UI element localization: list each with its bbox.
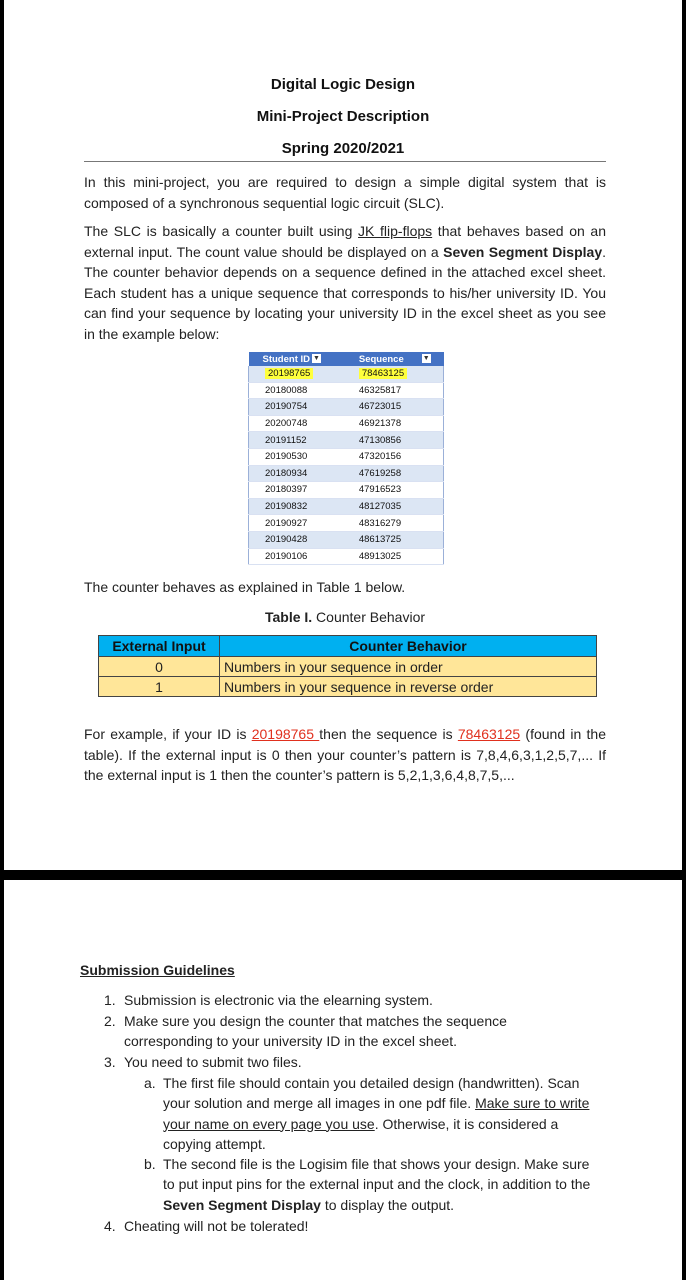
table-row	[249, 531, 444, 548]
intro-text-a: The SLC is basically a counter built using	[84, 223, 359, 239]
counter-behavior-table	[98, 635, 597, 697]
seven-segment-bold: Seven Segment Display	[443, 243, 603, 260]
sequence-cell[interactable]: 46921378	[331, 415, 444, 432]
table-row	[249, 465, 444, 482]
table-row	[249, 382, 444, 399]
filter-dropdown-icon[interactable]: ▼	[422, 355, 430, 363]
student-id-cell[interactable]: 20200748	[249, 415, 331, 432]
student-id-cell[interactable]: 20180088	[249, 382, 331, 399]
intro-paragraph-2	[84, 221, 606, 344]
student-id-cell[interactable]: 20190832	[249, 498, 331, 515]
table-row: 0 Numbers in your sequence in order	[99, 657, 597, 677]
list-item: Submission is electronic via the elearning system.	[124, 992, 433, 1008]
doc-subtitle: Mini-Project Description	[256, 108, 430, 125]
doc-title: Digital Logic Design	[270, 76, 416, 93]
list-item: Cheating will not be tolerated!	[124, 1218, 309, 1234]
excel-header-student-id[interactable]: Student ID ▼	[249, 352, 331, 366]
sub-list-item-a: The first file should contain you detailed design (handwritten). Scan your solution and merge all images in one pdf file. Make sure to write your name on every page you use. Otherwise, it is considered a copying attempt.	[163, 1075, 590, 1152]
counter-intro-text: The counter behaves as explained in Table 1 below.	[84, 579, 406, 595]
excel-id-table	[248, 352, 444, 565]
sequence-cell[interactable]: 47619258	[331, 465, 444, 482]
list-item: You need to submit two files.	[124, 1054, 302, 1070]
student-id-cell[interactable]: 20190428	[249, 531, 331, 548]
student-id-cell[interactable]: 20190754	[249, 399, 331, 416]
student-id-cell[interactable]: 20198765	[249, 366, 331, 382]
title-divider	[84, 161, 606, 162]
header-external-input: External Input	[99, 636, 220, 657]
example-sequence: 78463125	[457, 726, 521, 742]
sequence-cell[interactable]: 46325817	[331, 382, 444, 399]
sequence-cell[interactable]: 47320156	[331, 448, 444, 465]
student-id-cell[interactable]: 20180397	[249, 482, 331, 499]
table-row	[249, 366, 444, 382]
student-id-cell[interactable]: 20190530	[249, 448, 331, 465]
sequence-cell[interactable]: 48613725	[331, 531, 444, 548]
sequence-cell[interactable]: 48913025	[331, 548, 444, 565]
submission-list: 1. Submission is electronic via the elearning system. 2. Make sure you design the counter that matches the sequence corresponding to your university ID in the excel sheet. 3. You need to submit two files. a. The first file should contain you detailed design (handwritten). Scan your solution and merge all images in one pdf file. Make sure to write your name on every page you use. Otherwise, it is considered a copying attempt. b. The second file is the Logisim file that shows your design. Make sure to put input pins for the external input and the clock, in addition to the Seven Segment Display to display the output. 4. Cheating will not be tolerated!	[104, 990, 614, 1235]
student-id-cell[interactable]: 20190106	[249, 548, 331, 565]
intro-paragraph-1: In this mini-project, you are required to design a simple digital system that is composed of a synchronous sequential logic circuit (SLC).	[84, 174, 606, 211]
table-caption: Table I. Counter Behavior	[264, 609, 426, 625]
sequence-cell[interactable]: 47130856	[331, 432, 444, 449]
filter-dropdown-icon[interactable]: ▼	[313, 355, 320, 363]
student-id-cell[interactable]: 20180934	[249, 465, 331, 482]
example-paragraph: For example, if your ID is 20198765 then the sequence is 78463125 (found in the table). If the external input is 0 then your counter’s pattern is 7,8,4,6,3,1,2,5,7,... If the external input is 1 then the counter’s pattern is 5,2,1,3,6,4,8,7,5,...	[84, 726, 606, 783]
sequence-cell[interactable]: 48127035	[331, 498, 444, 515]
name-requirement-underlined: Make sure to write your name on every page you use	[163, 1095, 590, 1132]
table-row	[249, 498, 444, 515]
sequence-cell[interactable]: 78463125	[331, 366, 444, 382]
doc-term: Spring 2020/2021	[281, 140, 405, 157]
sequence-cell[interactable]: 46723015	[331, 399, 444, 416]
table-row: 1 Numbers in your sequence in reverse order	[99, 677, 597, 697]
intro-text-b: that behaves based on an external input. The count value should be displayed on a	[84, 223, 606, 260]
table-row	[249, 548, 444, 565]
sequence-cell[interactable]: 48316279	[331, 515, 444, 532]
sub-list-item-b: The second file is the Logisim file that shows your design. Make sure to put input pins for the external input and the clock, in addition to the Seven Segment Display to display the output.	[163, 1156, 591, 1213]
table-row	[249, 432, 444, 449]
student-id-cell[interactable]: 20191152	[249, 432, 331, 449]
student-id-cell[interactable]: 20190927	[249, 515, 331, 532]
excel-header-sequence[interactable]: Sequence ▼	[331, 352, 444, 366]
list-item: Make sure you design the counter that matches the sequence corresponding to your university ID in the excel sheet.	[124, 1013, 507, 1050]
jk-flipflops-link[interactable]: JK flip-flops	[358, 223, 433, 239]
document-page-1	[4, 0, 682, 870]
table-row	[249, 399, 444, 416]
table-row	[249, 515, 444, 532]
intro-text-c: . The counter behavior depends on a sequence defined in the attached excel sheet. Each student has a unique sequence that corresponds to his/her university ID. You can find your sequence by locating your university ID in the excel sheet as you see in the example below:	[84, 243, 606, 342]
submission-title: Submission Guidelines	[80, 962, 235, 978]
header-counter-behavior: Counter Behavior	[220, 636, 597, 657]
example-id: 20198765	[251, 726, 320, 742]
table-row	[249, 482, 444, 499]
table-row	[249, 415, 444, 432]
sequence-cell[interactable]: 47916523	[331, 482, 444, 499]
table-row	[249, 448, 444, 465]
